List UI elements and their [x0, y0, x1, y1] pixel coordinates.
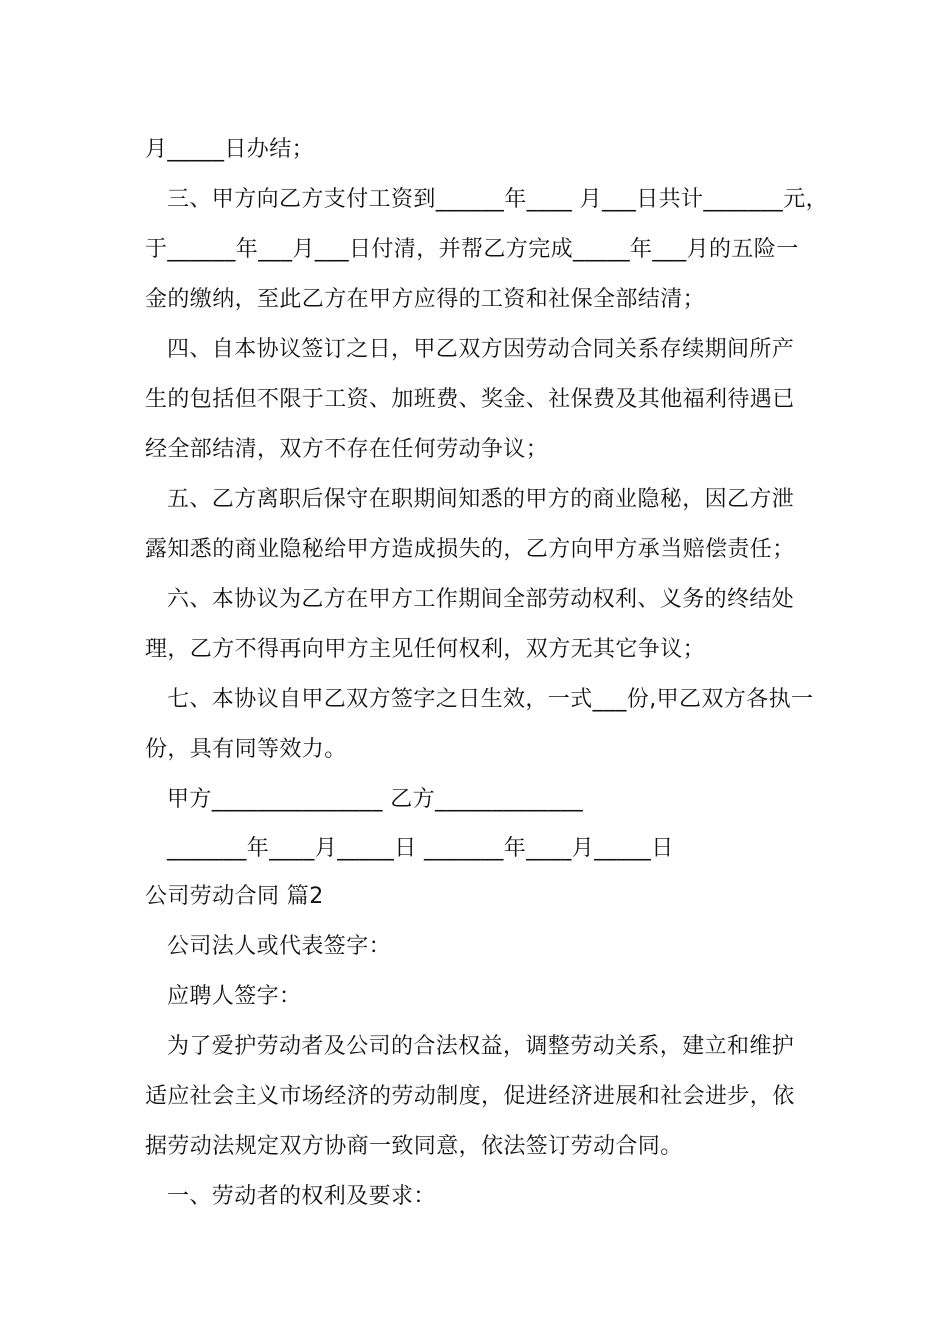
text-line: 于______年___月___日付清，并帮乙方完成_____年___月的五险一 [145, 237, 799, 262]
text-line: 露知悉的商业隐秘给甲方造成损失的，乙方向甲方承当赔偿责任； [145, 537, 795, 562]
clause-seven: 七、本协议自甲乙双方签字之日生效，一式___份,甲乙双方各执一 [167, 687, 814, 712]
signature-dates: _______年____月_____日 _______年____月_____日 [167, 836, 674, 861]
text-line: 月_____日办结； [145, 137, 315, 162]
text-line: 理，乙方不得再向甲方主见任何权利，双方无其它争议； [145, 637, 706, 662]
text-line: 金的缴纳，至此乙方在甲方应得的工资和社保全部结清； [145, 287, 706, 312]
text-line: 适应社会主义市场经济的劳动制度，促进经济进展和社会进步，依 [145, 1084, 795, 1109]
text-line: 经全部结清，双方不存在任何劳动争议； [145, 437, 549, 462]
applicant-signature-label: 应聘人签字： [167, 984, 302, 1009]
text-line: 份，具有同等效力。 [145, 737, 347, 762]
clause-four: 四、自本协议签订之日，甲乙双方因劳动合同关系存续期间所产 [167, 337, 795, 362]
clause-five: 五、乙方离职后保守在职期间知悉的甲方的商业隐秘，因乙方泄 [167, 487, 795, 512]
text-line: 据劳动法规定双方协商一致同意，依法签订劳动合同。 [145, 1134, 683, 1159]
clause-six: 六、本协议为乙方在甲方工作期间全部劳动权利、义务的终结处 [167, 587, 795, 612]
signature-parties: 甲方_______________ 乙方_____________ [167, 787, 584, 812]
text-line: 生的包括但不限于工资、加班费、奖金、社保费及其他福利待遇已 [145, 387, 795, 412]
company-signature-label: 公司法人或代表签字： [167, 934, 392, 959]
preamble-paragraph: 为了爱护劳动者及公司的合法权益，调整劳动关系，建立和维护 [167, 1034, 795, 1059]
clause-three: 三、甲方向乙方支付工资到______年____ 月___日共计_______元， [167, 187, 828, 212]
clause-heading-one: 一、劳动者的权利及要求： [167, 1184, 436, 1209]
section-heading: 公司劳动合同 篇2 [145, 884, 324, 909]
